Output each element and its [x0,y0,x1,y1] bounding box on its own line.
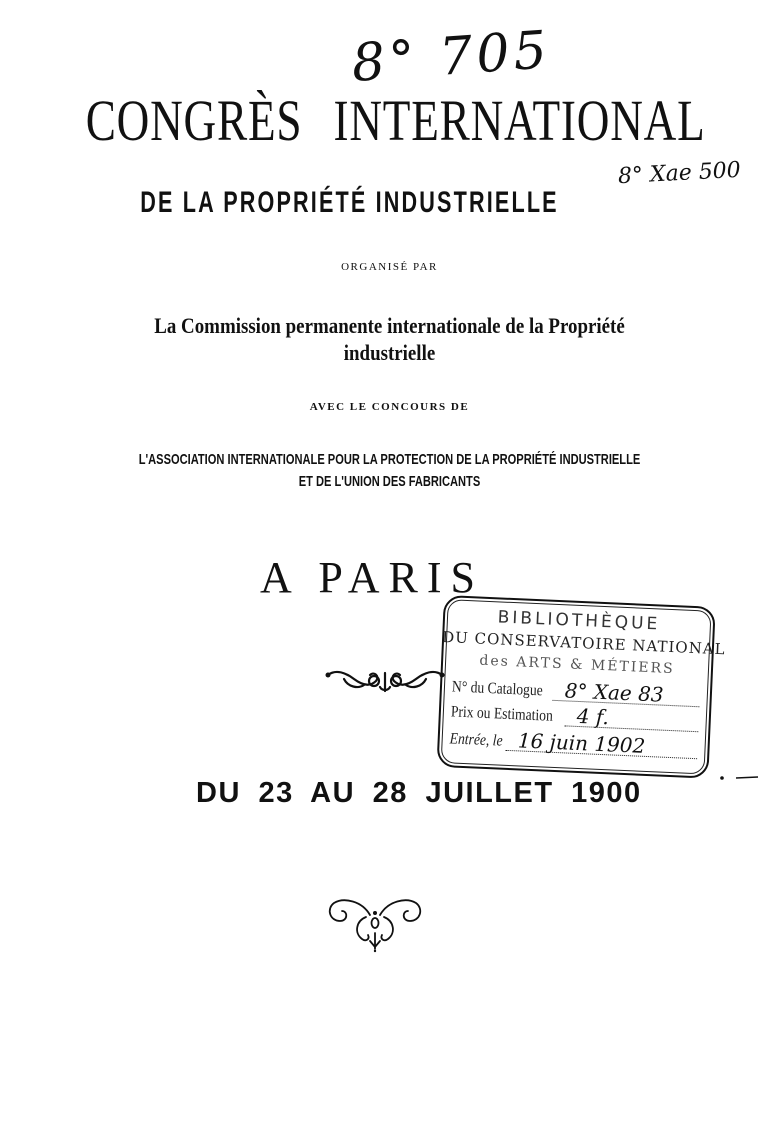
entry-date-label: Entrée, le [449,730,503,750]
price-value: 4 f. [564,705,699,732]
partner-organisations [101,449,677,493]
entry-date-value: 16 juin 1902 [505,730,698,759]
fleuron-ornament-icon [324,665,446,695]
title-word-international: INTERNATIONAL [333,88,706,153]
library-stamp [436,595,726,779]
page-title [85,88,706,153]
page-subtitle: DE LA PROPRIÉTÉ INDUSTRIELLE [140,186,559,219]
pen-stroke-icon [718,770,768,784]
scroll-vignette-icon [326,893,424,953]
organiser-name [55,312,725,366]
partners-line-2: ET DE L'UNION DES FABRICANTS [298,473,481,490]
catalogue-value: 8° Xae 83 [552,680,700,707]
organiser-line-1: La Commission permanente internationale de la Propriété [154,313,625,338]
stamp-institution: DU CONSERVATOIRE NATIONAL [441,627,726,659]
stamp-institution-sub: des ARTS & MÉTIERS [479,652,676,678]
event-dates: DU 23 AU 28 JUILLET 1900 [196,777,642,809]
title-word-congres: CONGRÈS [85,88,303,153]
city-heading: A PARIS [260,553,485,602]
catalogue-label: N° du Catalogue [451,678,544,700]
organised-by-label: ORGANISÉ PAR [341,261,438,273]
price-label: Prix ou Estimation [450,703,554,725]
handwritten-shelfmark-side: 8° Xae 500 [617,157,742,190]
partners-line-1: L'ASSOCIATION INTERNATIONALE POUR LA PROTECTION DE LA PROPRIÉTÉ INDUSTRIELLE [138,451,641,468]
with-help-label: AVEC LE CONCOURS DE [309,401,470,413]
stamp-library-name: BIBLIOTHÈQUE [497,607,661,635]
organiser-line-2: industrielle [343,340,436,365]
handwritten-shelfmark-top: 8° 705 [349,20,553,94]
